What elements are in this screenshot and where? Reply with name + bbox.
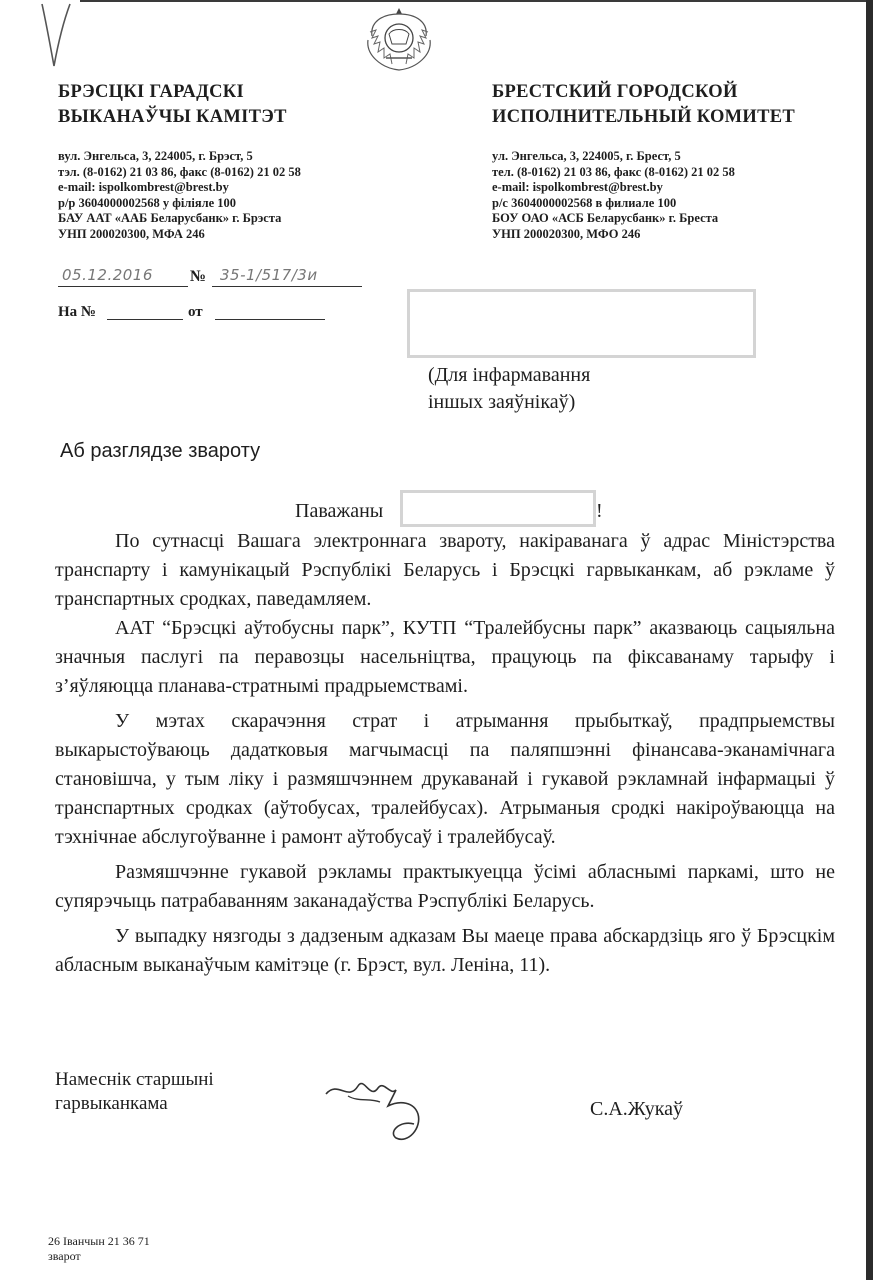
- subject-line: Аб разглядзе звароту: [60, 440, 261, 462]
- right-address-block: ул. Энгельса, 3, 224005, г. Брест, 5 тел. (8-0162) 21 03 86, факс (8-0162) 21 02 58 e-mail: ispolkombrest@brest.by р/с 3604000002568 в филиале 100 БОУ ОАО «АСБ Беларусбанк» г. Бреста УНП 200020300, МФО 246: [492, 149, 735, 241]
- incoming-date-line: [215, 319, 325, 320]
- outgoing-number: 35-1/517/3и: [220, 266, 318, 284]
- paragraph-1: По сутнасці Вашага электроннага звароту, накіраванага ў адрас Міністэрства транспарту і камунікацый Рэспублікі Беларусь і Брэсцкі гарвыканкам, аб рэкламе ў транспартных сродках, паведамляем.: [55, 530, 835, 610]
- scan-top-edge: [80, 0, 873, 2]
- redacted-recipient-box: [407, 289, 756, 358]
- salutation: Паважаны: [295, 500, 384, 522]
- scan-right-edge: [866, 0, 873, 1280]
- recipient-note: (Для інфармавання іншых заяўнікаў): [428, 364, 591, 413]
- incoming-number-label: На №: [58, 304, 96, 320]
- incoming-number-line: [107, 319, 183, 320]
- date-underline: [58, 286, 188, 287]
- signatory-name: С.А.Жукаў: [590, 1098, 684, 1120]
- paragraph-5: У выпадку нязгоды з дадзеным адказам Вы маеце права абскардзіць яго ў Брэсцкім абласным выканаўчым камітэце (г. Брэст, вул. Леніна, 11).: [55, 925, 835, 976]
- left-org-name: БРЭСЦКІ ГАРАДСКІ ВЫКАНАЎЧЫ КАМІТЭТ: [58, 82, 287, 127]
- right-org-name: БРЕСТСКИЙ ГОРОДСКОЙ ИСПОЛНИТЕЛЬНЫЙ КОМИТЕТ: [492, 82, 796, 127]
- paragraph-3: У мэтах скарачэння страт і атрымання прыбыткаў, прадпрыемствы выкарыстоўваюць дадатковыя магчымасці па паляпшэнні фінансава-эканамічнага становішча, у тым ліку і размяшчэннем друкаванай і гукавой рэкламнай інфармацыі ў транспартных сродках (аўтобусах, тралейбусах). Атрыманыя сродкі накіроўваюцца на тэхнічнае абслугоўванне і рамонт аўтобусаў і тралейбусаў.: [55, 710, 835, 848]
- number-label: №: [190, 268, 207, 285]
- paragraph-2: ААТ “Брэсцкі аўтобусны парк”, КУТП “Тралейбусны парк” аказваюць сацыяльна значныя паслугі па перавозцы насельніцтва, працуюць па фіксаванаму тарыфу і з’яўляюцца планава-стратнымі прадрыемствамі.: [55, 617, 835, 697]
- incoming-date-label: от: [188, 304, 203, 320]
- redacted-name-box: [400, 490, 596, 527]
- number-underline: [212, 286, 362, 287]
- executor-footer: 26 Іванчын 21 36 71 зварот: [48, 1234, 150, 1263]
- paragraph-4: Размяшчэнне гукавой рэкламы практыкуецца ўсімі абласнымі паркамі, што не супярэчыць патрабаванням заканадаўства Рэспублікі Беларусь.: [55, 861, 835, 912]
- left-address-block: вул. Энгельса, 3, 224005, г. Брэст, 5 тэл. (8-0162) 21 03 86, факс (8-0162) 21 02 58 e-mail: ispolkombrest@brest.by р/р 3604000002568 у філіяле 100 БАУ ААТ «ААБ Беларусбанк» г. Брэста УНП 200020300, МФА 246: [58, 149, 301, 241]
- handwritten-check-mark: [28, 0, 78, 72]
- letter-body: [55, 527, 835, 980]
- salutation-end: !: [596, 500, 603, 522]
- handwritten-signature: [318, 1072, 448, 1152]
- signatory-position: Намеснік старшыні гарвыканкама: [55, 1069, 214, 1114]
- outgoing-date: 05.12.2016: [62, 266, 153, 284]
- coat-of-arms-emblem: [362, 2, 436, 74]
